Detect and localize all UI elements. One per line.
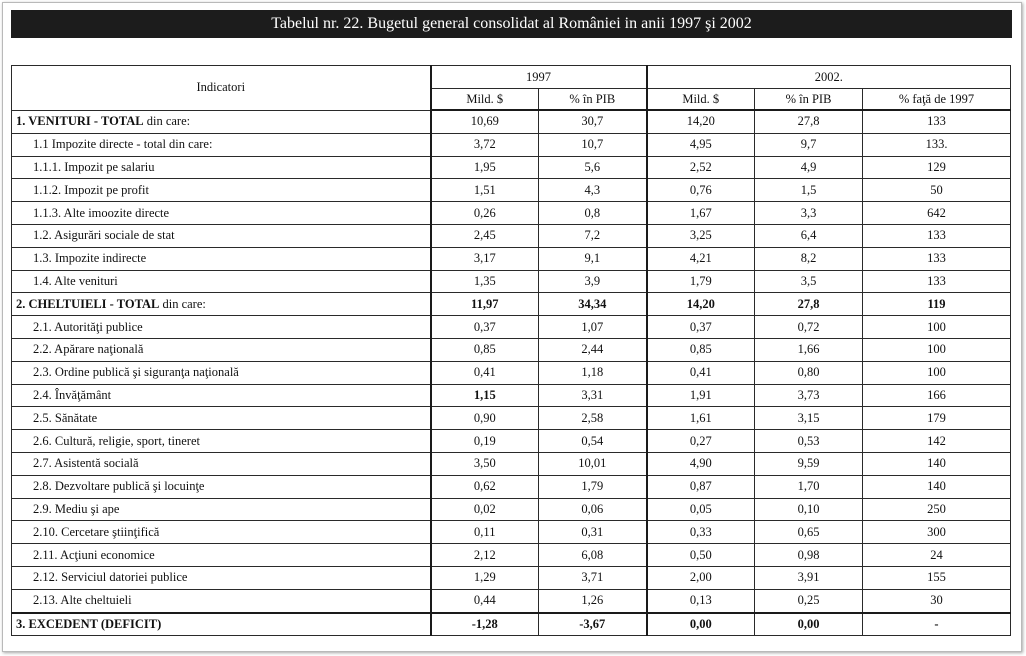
- row-label: 2.10. Cercetare ştiinţifică: [12, 521, 431, 544]
- cell-vs-1997: 133: [863, 270, 1011, 293]
- table-row: [12, 566, 1011, 589]
- row-label: 1. VENITURI - TOTAL din care:: [12, 110, 431, 133]
- cell-vs-1997: 129: [863, 156, 1011, 179]
- cell-mld-1997: 2,45: [431, 224, 539, 247]
- cell-pib-1997: 7,2: [539, 224, 647, 247]
- cell-pib-1997: 4,3: [539, 179, 647, 202]
- row-label: 2. CHELTUIELI - TOTAL din care:: [12, 293, 431, 316]
- header-indicators: Indicatori: [12, 66, 431, 111]
- cell-pib-1997: 6,08: [539, 544, 647, 567]
- cell-vs-1997: 155: [863, 566, 1011, 589]
- cell-vs-1997: 133.: [863, 133, 1011, 156]
- row-label: 2.7. Asistentă socială: [12, 452, 431, 475]
- table-row-total-revenue: [12, 110, 1011, 133]
- cell-mld-2002: 3,25: [647, 224, 755, 247]
- cell-mld-1997: 0,02: [431, 498, 539, 521]
- row-label: 2.5. Sănătate: [12, 407, 431, 430]
- cell-mld-1997: 1,15: [431, 384, 539, 407]
- cell-vs-1997: 24: [863, 544, 1011, 567]
- cell-pib-2002: 0,10: [755, 498, 863, 521]
- table-row: [12, 384, 1011, 407]
- cell-pib-1997: 30,7: [539, 110, 647, 133]
- cell-pib-1997: 9,1: [539, 247, 647, 270]
- cell-pib-1997: 1,26: [539, 589, 647, 612]
- cell-mld-1997: 3,17: [431, 247, 539, 270]
- cell-mld-2002: 1,79: [647, 270, 755, 293]
- cell-pib-1997: 1,18: [539, 361, 647, 384]
- cell-vs-1997: 100: [863, 338, 1011, 361]
- cell-mld-1997: 11,97: [431, 293, 539, 316]
- row-label: 3. EXCEDENT (DEFICIT): [12, 613, 431, 636]
- cell-pib-1997: 1,79: [539, 475, 647, 498]
- cell-mld-2002: 1,61: [647, 407, 755, 430]
- cell-pib-2002: 3,5: [755, 270, 863, 293]
- cell-mld-1997: 3,50: [431, 452, 539, 475]
- cell-pib-2002: 0,80: [755, 361, 863, 384]
- cell-pib-1997: 10,7: [539, 133, 647, 156]
- cell-vs-1997: 642: [863, 202, 1011, 225]
- cell-vs-1997: 133: [863, 247, 1011, 270]
- header-row-years: [12, 66, 1011, 89]
- row-label: 1.1 Impozite directe - total din care:: [12, 133, 431, 156]
- row-label: 1.1.1. Impozit pe salariu: [12, 156, 431, 179]
- cell-mld-2002: 0,00: [647, 613, 755, 636]
- cell-mld-1997: 0,62: [431, 475, 539, 498]
- table-row: [12, 338, 1011, 361]
- row-label: 1.4. Alte venituri: [12, 270, 431, 293]
- header-mld-1997: Mild. $: [431, 89, 539, 111]
- table-title: Tabelul nr. 22. Bugetul general consolidat al României in anii 1997 şi 2002: [11, 10, 1012, 38]
- cell-mld-1997: 1,95: [431, 156, 539, 179]
- cell-pib-2002: 27,8: [755, 110, 863, 133]
- cell-pib-1997: 0,54: [539, 430, 647, 453]
- cell-pib-2002: 4,9: [755, 156, 863, 179]
- row-label: 2.9. Mediu şi ape: [12, 498, 431, 521]
- cell-pib-2002: 0,53: [755, 430, 863, 453]
- cell-pib-2002: 0,65: [755, 521, 863, 544]
- cell-pib-2002: 27,8: [755, 293, 863, 316]
- row-label: 2.2. Apărare naţională: [12, 338, 431, 361]
- cell-pib-2002: 9,7: [755, 133, 863, 156]
- cell-mld-2002: 0,05: [647, 498, 755, 521]
- table-row: [12, 498, 1011, 521]
- table-row: [12, 589, 1011, 612]
- cell-pib-2002: 0,25: [755, 589, 863, 612]
- row-label: 2.1. Autorităţi publice: [12, 316, 431, 339]
- row-label: 2.3. Ordine publică şi siguranţa naţională: [12, 361, 431, 384]
- cell-mld-2002: 2,00: [647, 566, 755, 589]
- cell-pib-2002: 1,66: [755, 338, 863, 361]
- table-row: [12, 430, 1011, 453]
- cell-mld-2002: 0,37: [647, 316, 755, 339]
- cell-pib-1997: 0,06: [539, 498, 647, 521]
- cell-mld-1997: 10,69: [431, 110, 539, 133]
- cell-pib-2002: 9,59: [755, 452, 863, 475]
- row-label: 2.12. Serviciul datoriei publice: [12, 566, 431, 589]
- cell-mld-2002: 14,20: [647, 293, 755, 316]
- cell-mld-2002: 0,50: [647, 544, 755, 567]
- cell-pib-1997: 3,71: [539, 566, 647, 589]
- cell-mld-2002: 0,76: [647, 179, 755, 202]
- budget-table: [11, 65, 1011, 636]
- cell-pib-2002: 0,98: [755, 544, 863, 567]
- cell-pib-1997: 34,34: [539, 293, 647, 316]
- cell-mld-2002: 2,52: [647, 156, 755, 179]
- row-label: 2.6. Cultură, religie, sport, tineret: [12, 430, 431, 453]
- cell-vs-1997: 179: [863, 407, 1011, 430]
- cell-mld-2002: 0,27: [647, 430, 755, 453]
- cell-mld-2002: 1,67: [647, 202, 755, 225]
- cell-pib-1997: 10,01: [539, 452, 647, 475]
- cell-mld-2002: 0,41: [647, 361, 755, 384]
- cell-pib-2002: 6,4: [755, 224, 863, 247]
- header-vs-1997: % faţă de 1997: [863, 89, 1011, 111]
- table-row: [12, 133, 1011, 156]
- cell-mld-2002: 14,20: [647, 110, 755, 133]
- cell-mld-2002: 0,33: [647, 521, 755, 544]
- table-row: [12, 316, 1011, 339]
- cell-pib-1997: -3,67: [539, 613, 647, 636]
- cell-mld-1997: 0,44: [431, 589, 539, 612]
- cell-mld-2002: 0,85: [647, 338, 755, 361]
- cell-mld-1997: 1,35: [431, 270, 539, 293]
- cell-vs-1997: 100: [863, 361, 1011, 384]
- cell-pib-2002: 8,2: [755, 247, 863, 270]
- table-row-total-expenses: [12, 293, 1011, 316]
- header-mld-2002: Mild. $: [647, 89, 755, 111]
- cell-vs-1997: 300: [863, 521, 1011, 544]
- table-row: [12, 521, 1011, 544]
- row-label: 1.1.2. Impozit pe profit: [12, 179, 431, 202]
- cell-mld-1997: 1,51: [431, 179, 539, 202]
- cell-pib-1997: 3,9: [539, 270, 647, 293]
- table-row: [12, 361, 1011, 384]
- header-year-1997: 1997: [431, 66, 647, 89]
- cell-pib-2002: 3,91: [755, 566, 863, 589]
- cell-mld-1997: 0,26: [431, 202, 539, 225]
- cell-pib-2002: 3,3: [755, 202, 863, 225]
- cell-vs-1997: 119: [863, 293, 1011, 316]
- table-body: [12, 110, 1011, 636]
- cell-vs-1997: -: [863, 613, 1011, 636]
- cell-vs-1997: 142: [863, 430, 1011, 453]
- cell-vs-1997: 166: [863, 384, 1011, 407]
- cell-mld-2002: 4,90: [647, 452, 755, 475]
- cell-mld-1997: 3,72: [431, 133, 539, 156]
- cell-vs-1997: 30: [863, 589, 1011, 612]
- row-label: 2.11. Acţiuni economice: [12, 544, 431, 567]
- header-pib-2002: % în PIB: [755, 89, 863, 111]
- cell-pib-2002: 3,15: [755, 407, 863, 430]
- cell-vs-1997: 100: [863, 316, 1011, 339]
- table-row: [12, 179, 1011, 202]
- cell-pib-2002: 0,72: [755, 316, 863, 339]
- table-row: [12, 475, 1011, 498]
- cell-mld-1997: 0,19: [431, 430, 539, 453]
- table-row-surplus-deficit: [12, 613, 1011, 636]
- cell-mld-1997: -1,28: [431, 613, 539, 636]
- cell-mld-1997: 0,37: [431, 316, 539, 339]
- cell-vs-1997: 250: [863, 498, 1011, 521]
- cell-vs-1997: 140: [863, 475, 1011, 498]
- cell-pib-1997: 0,31: [539, 521, 647, 544]
- row-label: 1.1.3. Alte imoozite directe: [12, 202, 431, 225]
- cell-mld-2002: 1,91: [647, 384, 755, 407]
- row-label: 1.3. Impozite indirecte: [12, 247, 431, 270]
- row-label: 2.4. Învăţământ: [12, 384, 431, 407]
- table-row: [12, 247, 1011, 270]
- header-year-2002: 2002.: [647, 66, 1011, 89]
- table-row: [12, 156, 1011, 179]
- cell-mld-1997: 0,11: [431, 521, 539, 544]
- row-label: 2.13. Alte cheltuieli: [12, 589, 431, 612]
- cell-pib-1997: 5,6: [539, 156, 647, 179]
- cell-pib-2002: 1,70: [755, 475, 863, 498]
- cell-vs-1997: 133: [863, 110, 1011, 133]
- cell-pib-1997: 0,8: [539, 202, 647, 225]
- cell-vs-1997: 140: [863, 452, 1011, 475]
- table-row: [12, 202, 1011, 225]
- cell-mld-2002: 0,13: [647, 589, 755, 612]
- row-label: 2.8. Dezvoltare publică şi locuinţe: [12, 475, 431, 498]
- cell-mld-1997: 0,85: [431, 338, 539, 361]
- table-row: [12, 544, 1011, 567]
- table-row: [12, 407, 1011, 430]
- cell-pib-1997: 1,07: [539, 316, 647, 339]
- cell-mld-2002: 4,21: [647, 247, 755, 270]
- cell-pib-2002: 0,00: [755, 613, 863, 636]
- cell-vs-1997: 50: [863, 179, 1011, 202]
- cell-pib-2002: 1,5: [755, 179, 863, 202]
- table-row: [12, 452, 1011, 475]
- header-pib-1997: % în PIB: [539, 89, 647, 111]
- cell-pib-1997: 3,31: [539, 384, 647, 407]
- cell-vs-1997: 133: [863, 224, 1011, 247]
- table-row: [12, 270, 1011, 293]
- cell-mld-1997: 0,90: [431, 407, 539, 430]
- cell-pib-1997: 2,44: [539, 338, 647, 361]
- cell-mld-1997: 1,29: [431, 566, 539, 589]
- cell-pib-1997: 2,58: [539, 407, 647, 430]
- cell-mld-1997: 0,41: [431, 361, 539, 384]
- table-row: [12, 224, 1011, 247]
- cell-mld-2002: 4,95: [647, 133, 755, 156]
- cell-pib-2002: 3,73: [755, 384, 863, 407]
- row-label: 1.2. Asigurări sociale de stat: [12, 224, 431, 247]
- cell-mld-1997: 2,12: [431, 544, 539, 567]
- cell-mld-2002: 0,87: [647, 475, 755, 498]
